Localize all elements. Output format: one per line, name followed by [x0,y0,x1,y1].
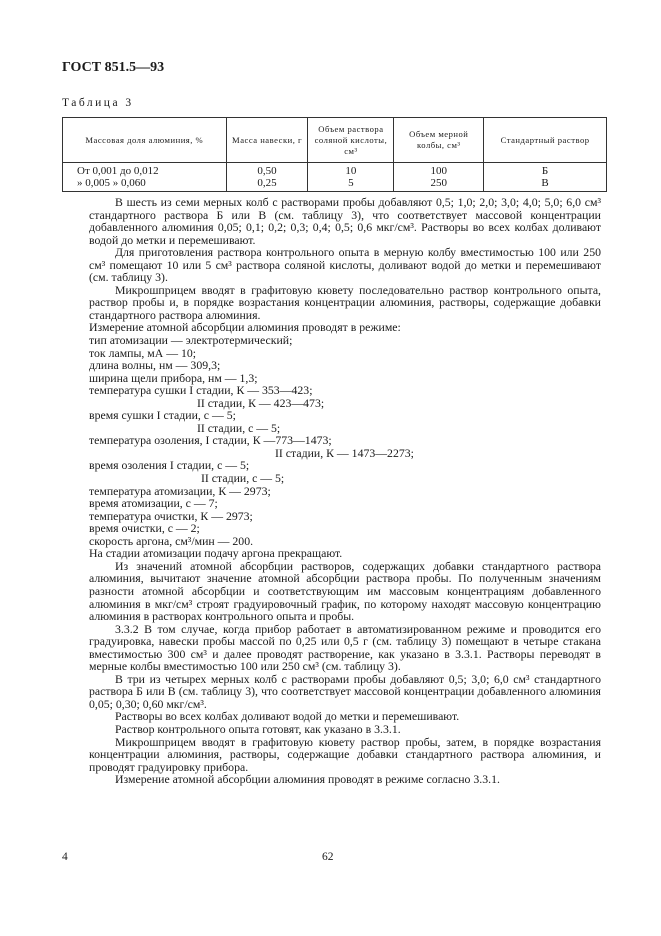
mode-item: время озоления I стадии, с — 5; [89,458,250,473]
mode-item: II стадии, К — 1473—2273; [275,445,414,460]
table-cell [394,163,484,192]
mode-item: скорость аргона, см³/мин — 200. [89,533,254,548]
cell-line: От 0,001 до 0,012 [77,165,159,177]
paragraph: Растворы во всех колбах доливают водой до метки и перемешивают. [115,709,460,724]
table-header-cell: Объем раствора соляной кислоты, см³ [308,118,394,163]
document-header: ГОСТ 851.5—93 [62,60,165,75]
table-cell [484,163,607,192]
cell-line: » 0,005 » 0,060 [77,177,146,189]
page-number-center: 62 [322,851,334,863]
paragraph: На стадии атомизации подачу аргона прекращают. [89,546,343,561]
mode-item: температура озоления, I стадии, К —773—1473; [89,433,332,448]
mode-item: ширина щели прибора, нм — 1,3; [89,370,258,385]
mode-item: время очистки, с — 2; [89,521,200,536]
paragraph: В шесть из семи мерных колб с растворами пробы добавляют 0,5; 1,0; 2,0; 3,0; 4,0; 5,0; 6,0 см³ стандартного раствора Б или В (см. таблицу 3), что соответствует массовой концентрации добавленного алюминия 0,05; 0,1; 0,2; 0,3; 0,4; 0,5; 0,6 мкг/см³. Растворы во всех колбах доливают водой до метки и перемешивают. [89,195,601,247]
mode-item: II стадии, К — 423—473; [197,395,325,410]
paragraph: Микрошприцем вводят в графитовую кювету раствор пробы, затем, в порядке возрастания концентрации алюминия, растворы, содержащие добавки стандартного раствора алюминия, и проводят градуировку прибора. [89,734,601,774]
table-cell [308,163,394,192]
table-header-cell: Массовая доля алюминия, % [63,118,227,163]
table-header-cell: Масса навески, г [226,118,308,163]
cell-line: 0,25 [257,177,277,189]
mode-item: длина волны, нм — 309,3; [89,358,221,373]
paragraph: Микрошприцем вводят в графитовую кювету последовательно раствор контрольного опыта, раствор пробы и, в порядке возрастания концентрации алюминия, растворы, содержащие добавки стандартного раствора алюминия. [89,282,601,322]
cell-line: В [541,177,549,189]
mode-item: температура очистки, К — 2973; [89,508,253,523]
table-cell [226,163,308,192]
paragraph: Для приготовления раствора контрольного опыта в мерную колбу вместимостью 100 или 250 см³ помещают 10 или 5 см³ раствора соляной кислоты, доливают водой до метки и перемешивают (см. таблицу 3). [89,245,601,285]
paragraph: Измерение атомной абсорбции алюминия проводят в режиме согласно 3.3.1. [115,772,500,787]
paragraph: Из значений атомной абсорбции растворов, содержащих добавки стандартного раствора алюминия, вычитают значение атомной абсорбции раствора пробы. По полученным значениям разности атомной абсорбции и соответствующим им массовым концентрациям добавленного алюминия в мкг/см³ строят градуировочный график, по которому находят массовую концентрацию алюминия в растворах контрольного опыта и пробы. [89,558,601,624]
mode-item: время сушки I стадии, с — 5; [89,408,236,423]
table-row [63,163,607,192]
table-header-cell: Стандартный раствор [484,118,607,163]
table-cell [63,163,227,192]
paragraph: Измерение атомной абсорбции алюминия проводят в режиме: [89,320,401,335]
paragraph: Раствор контрольного опыта готовят, как указано в 3.3.1. [115,721,401,736]
mode-item: температура атомизации, К — 2973; [89,483,271,498]
cell-line: 0,50 [257,165,277,177]
cell-line: 250 [430,177,447,189]
paragraph: 3.3.2 В том случае, когда прибор работает в автоматизированном режиме и проводится его градуировка, навески пробы массой по 0,25 или 0,5 г (см. таблицу 3) помещают в четыре стакана вместимостью 300 см³ и далее проводят растворение, как указано в 3.3.1. Растворы переводят в мерные колбы вместимостью 100 или 250 см³ (см. таблицу 3). [89,621,601,674]
mode-item: время атомизации, с — 7; [89,496,218,511]
cell-line: 5 [348,177,354,189]
cell-line: Б [541,165,549,177]
paragraph: В три из четырех мерных колб с растворами пробы добавляют 0,5; 3,0; 6,0 см³ стандартного раствора Б или В (см. таблицу 3), что соответствует массовой концентрации добавленного алюминия 0,05; 0,30; 0,60 мкг/см³. [89,671,601,711]
page-number-left: 4 [62,851,68,863]
table-header-row [63,118,607,163]
mode-item: ток лампы, мА — 10; [89,345,197,360]
table-title: Таблица 3 [62,97,134,109]
table-header-cell: Объем мерной колбы, см³ [394,118,484,163]
mode-item: температура сушки I стадии, К — 353—423; [89,383,313,398]
body-text [89,196,601,786]
table-3 [62,117,607,192]
mode-item: II стадии, с — 5; [197,420,281,435]
cell-line: 10 [345,165,357,177]
mode-item: тип атомизации — электротермический; [89,333,293,348]
cell-line: 100 [430,165,447,177]
mode-item: II стадии, с — 5; [201,471,285,486]
